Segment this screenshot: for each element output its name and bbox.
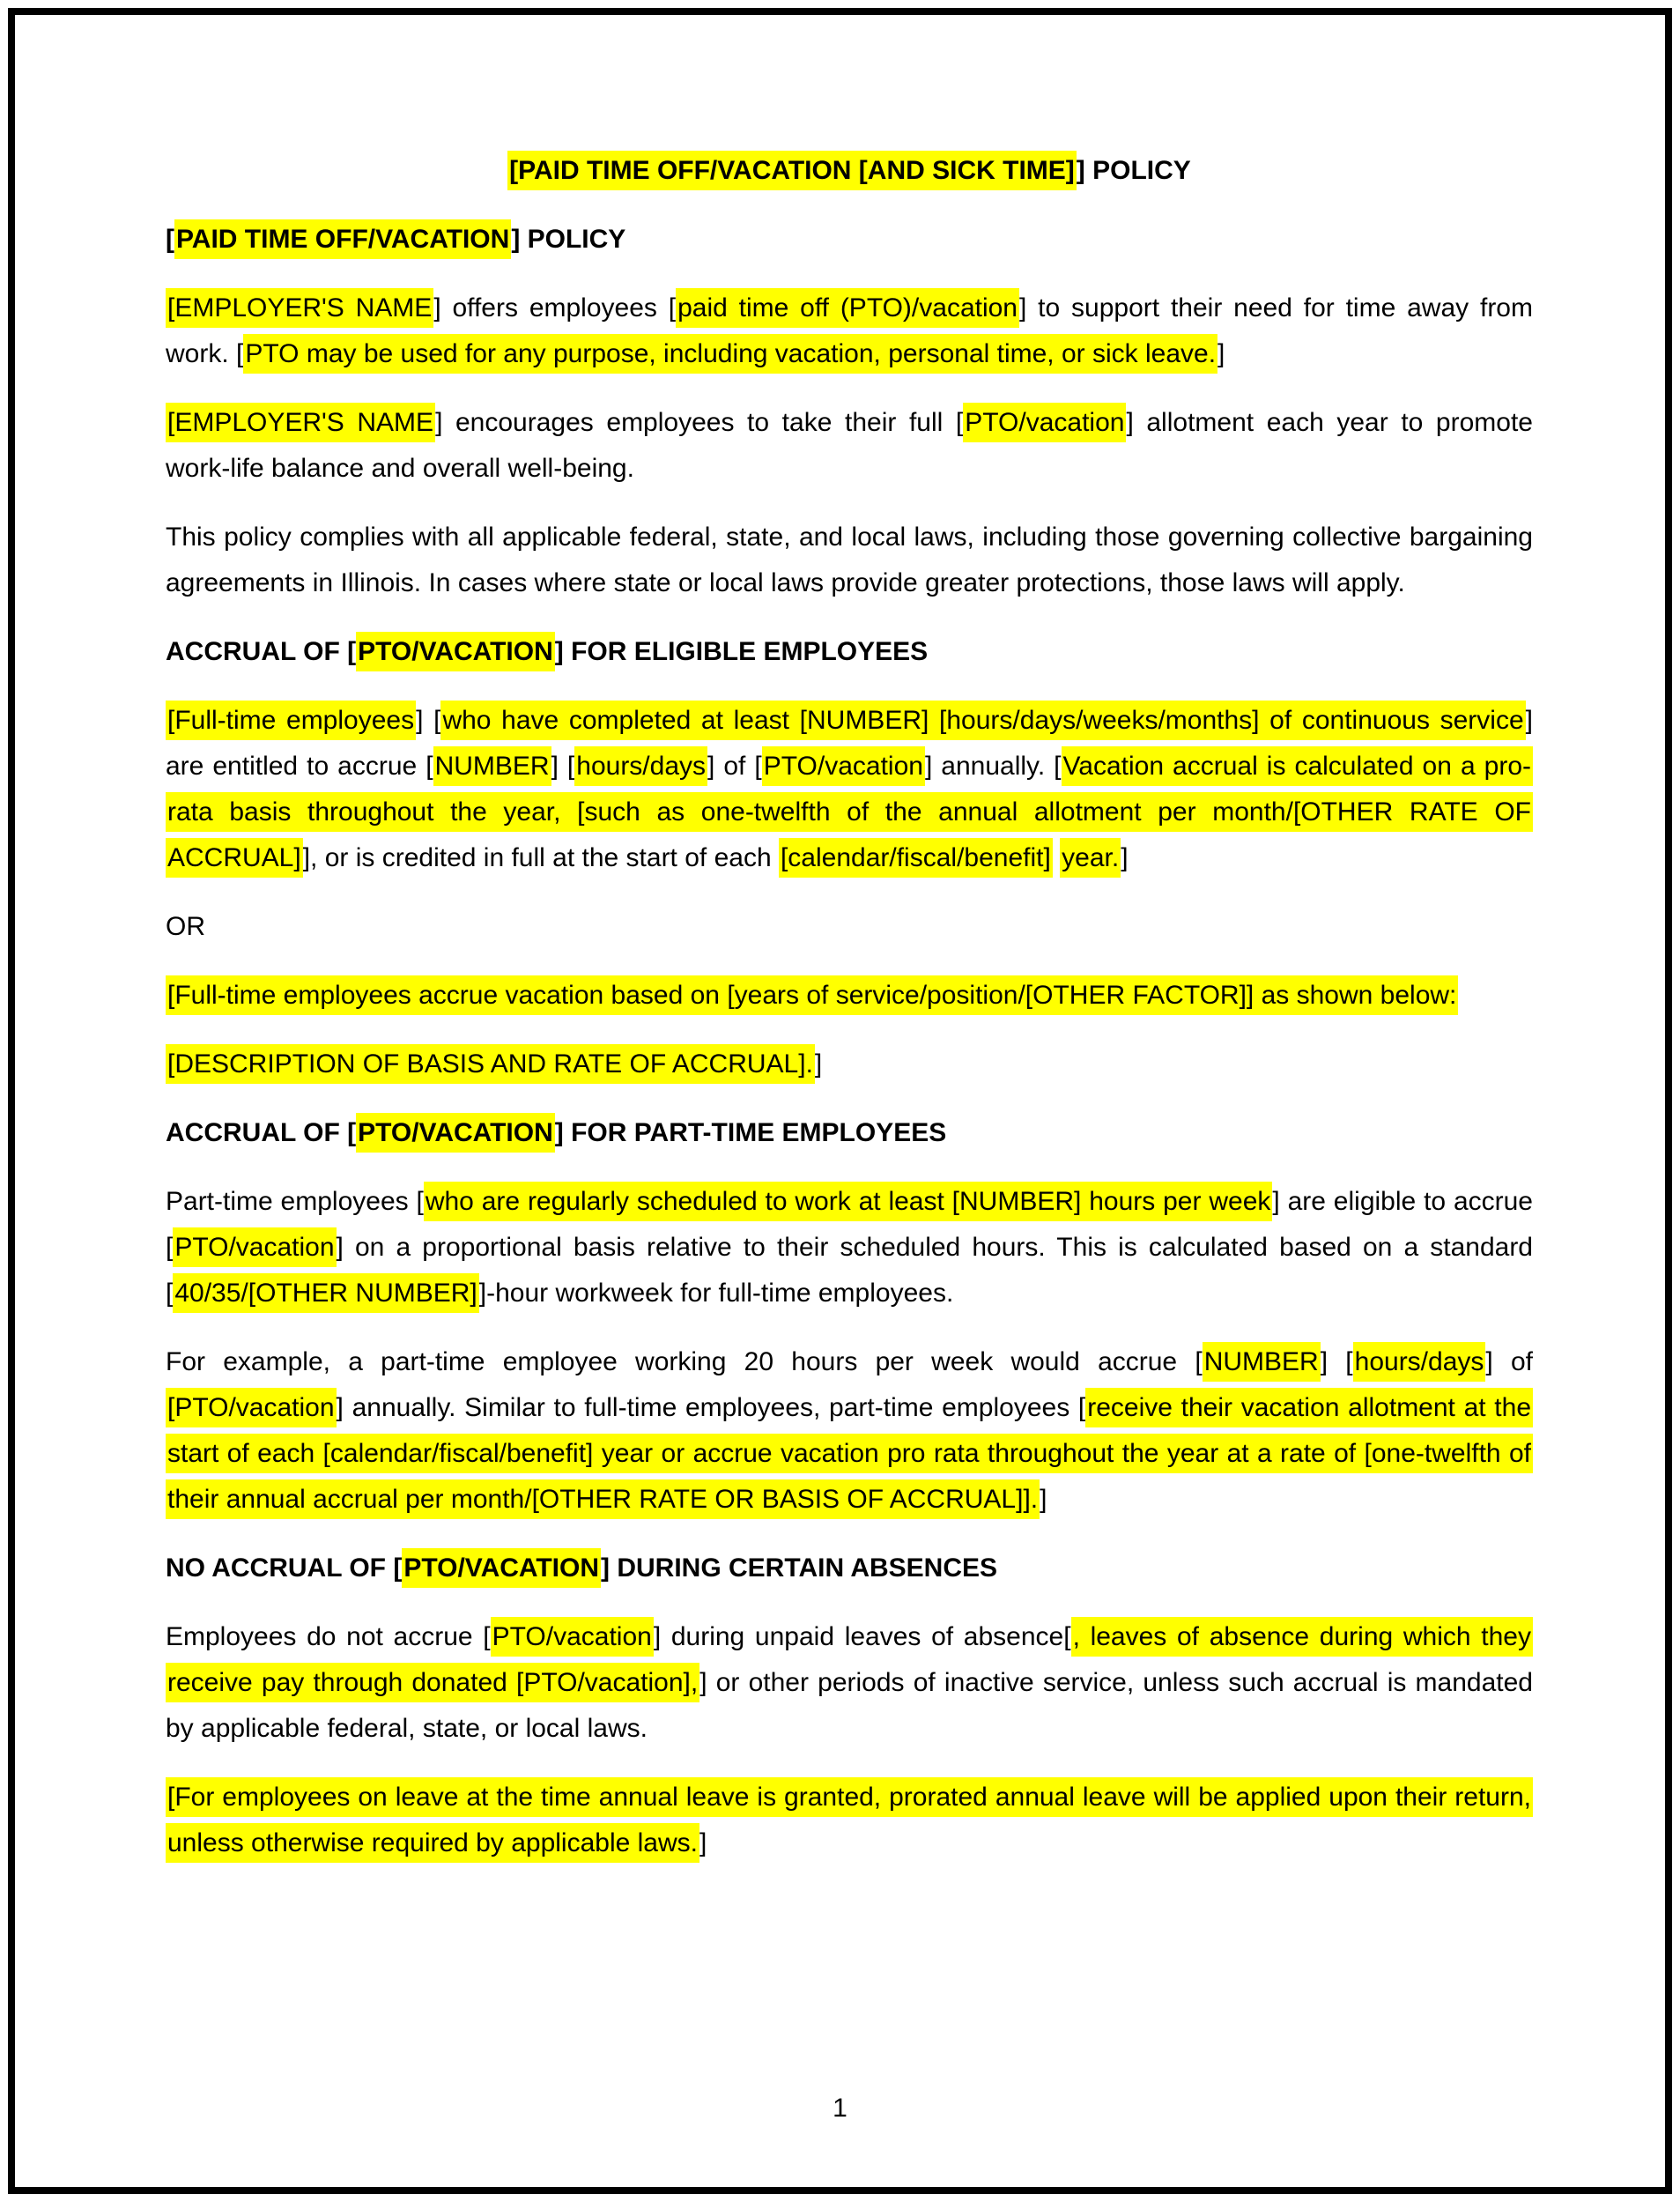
highlighted-text: [PTO/vacation <box>166 1388 337 1427</box>
accrual-parttime-heading <box>166 1110 1533 1156</box>
highlighted-text: [EMPLOYER'S NAME <box>166 288 433 328</box>
highlighted-text: [EMPLOYER'S NAME <box>166 403 435 442</box>
highlighted-text: year. <box>1060 838 1121 878</box>
highlighted-text: PAID TIME OFF/VACATION <box>174 219 511 259</box>
no-accrual-heading <box>166 1546 1533 1591</box>
intro-paragraph <box>166 285 1533 377</box>
text-segment: ] POLICY <box>1076 156 1191 185</box>
text-segment: ] offers employees [ <box>433 293 677 323</box>
text-segment: ] <box>1040 1485 1047 1514</box>
text-segment: ] <box>814 1049 823 1079</box>
highlighted-text: NUMBER <box>1203 1342 1321 1382</box>
page-number: 1 <box>833 2094 847 2123</box>
text-segment: ] <box>1121 843 1129 872</box>
highlighted-text: PTO/vacation <box>963 403 1126 442</box>
text-segment: [ <box>166 225 174 254</box>
text-segment: ] [ <box>551 752 575 781</box>
accrual-eligible-heading <box>166 629 1533 675</box>
no-accrual-paragraph <box>166 1614 1533 1752</box>
text-segment: ] <box>699 1828 707 1857</box>
text-segment: OR <box>166 912 205 941</box>
text-segment: ] during unpaid leaves of absence[ <box>653 1622 1071 1651</box>
highlighted-text: who have completed at least [NUMBER] [hours/days/weeks/months] of continuous service <box>440 701 1525 740</box>
compliance-paragraph <box>166 515 1533 606</box>
text-segment: ] <box>1217 339 1225 368</box>
highlighted-text: [Full-time employees <box>166 701 416 740</box>
or-separator <box>166 904 1533 950</box>
document-content <box>166 148 1533 1889</box>
highlighted-text: 40/35/[OTHER NUMBER] <box>173 1273 478 1313</box>
text-segment: ]-hour workweek for full-time employees. <box>478 1279 954 1308</box>
text-segment: ] encourages employees to take their full [ <box>435 408 964 437</box>
highlighted-text: PTO/vacation <box>491 1617 654 1657</box>
text-segment: ] [ <box>1320 1347 1353 1376</box>
text-segment: ] on a proportional basis relative to their scheduled hours. This is calculated based on a standard [ <box>166 1233 1533 1308</box>
highlighted-text: Vacation accrual is calculated on a pro-rata basis throughout the year, [such as one-twelfth of the annual allotment per month/[OTHER RATE OF ACCRUAL] <box>166 746 1533 878</box>
text-segment: This policy complies with all applicable federal, state, and local laws, including those governing collective bargaining agreements in Illinois. In cases where state or local laws provide greater protections, those laws will apply. <box>166 523 1533 597</box>
parttime-accrual-paragraph <box>166 1179 1533 1316</box>
highlighted-text: hours/days <box>574 746 707 786</box>
highlighted-text: [DESCRIPTION OF BASIS AND RATE OF ACCRUAL]. <box>166 1044 815 1084</box>
leave-proration-paragraph <box>166 1775 1533 1866</box>
text-segment: NO ACCRUAL OF [ <box>166 1553 403 1583</box>
highlighted-text: [PAID TIME OFF/VACATION [AND SICK TIME] <box>507 151 1077 190</box>
policy-subtitle-heading <box>166 217 1533 263</box>
text-segment: ] DURING CERTAIN ABSENCES <box>601 1553 998 1583</box>
fulltime-accrual-paragraph <box>166 698 1533 881</box>
text-segment: ], or is credited in full at the start of each <box>302 843 779 872</box>
highlighted-text: [For employees on leave at the time annual leave is granted, prorated annual leave will be applied upon their return, unless otherwise required by applicable laws. <box>166 1777 1533 1863</box>
highlighted-text: PTO/VACATION <box>356 1113 555 1153</box>
highlighted-text: PTO may be used for any purpose, including vacation, personal time, or sick leave. <box>243 334 1217 374</box>
encouragement-paragraph <box>166 400 1533 492</box>
text-segment: ACCRUAL OF [ <box>166 1118 357 1147</box>
text-segment: ] FOR ELIGIBLE EMPLOYEES <box>554 637 929 666</box>
text-segment: For example, a part-time employee working 20 hours per week would accrue [ <box>166 1347 1203 1376</box>
policy-title <box>166 148 1533 194</box>
highlighted-text: PTO/vacation <box>173 1227 336 1267</box>
text-segment: ] annually. [ <box>924 752 1062 781</box>
highlighted-text: hours/days <box>1353 1342 1486 1382</box>
text-segment: ] allotment each year to promote work-life balance and overall well-being. <box>166 408 1533 483</box>
text-segment: ] FOR PART-TIME EMPLOYEES <box>554 1118 947 1147</box>
parttime-example-paragraph <box>166 1339 1533 1523</box>
highlighted-text: PTO/vacation <box>762 746 925 786</box>
highlighted-text: who are regularly scheduled to work at least [NUMBER] hours per week <box>424 1182 1273 1221</box>
accrual-basis-placeholder <box>166 1042 1533 1087</box>
highlighted-text: receive their vacation allotment at the start of each [calendar/fiscal/benefit] year or accrue vacation pro rata throughout the year at a rate of [one-twelfth of their annual accrual per month/[OTHER RATE OR BASIS OF ACCRUAL]]. <box>166 1388 1533 1519</box>
text-segment: ] or other periods of inactive service, unless such accrual is mandated by applicable federal, state, or local laws. <box>166 1668 1533 1743</box>
text-segment: ] annually. Similar to full-time employees, part-time employees [ <box>336 1393 1086 1422</box>
text-segment: ] of [ <box>707 752 762 781</box>
text-segment: ] [ <box>416 706 441 735</box>
fulltime-alternative-paragraph <box>166 973 1533 1019</box>
highlighted-text: [Full-time employees accrue vacation based on [years of service/position/[OTHER FACTOR]] as shown below: <box>166 975 1458 1015</box>
highlighted-text: PTO/VACATION <box>402 1548 601 1588</box>
text-segment <box>1053 843 1060 872</box>
text-segment: ] POLICY <box>511 225 626 254</box>
highlighted-text: [calendar/fiscal/benefit] <box>779 838 1053 878</box>
text-segment: Part-time employees [ <box>166 1187 424 1216</box>
highlighted-text: PTO/VACATION <box>356 632 555 671</box>
highlighted-text: NUMBER <box>433 746 551 786</box>
highlighted-text: paid time off (PTO)/vacation <box>676 288 1019 328</box>
text-segment: ] are eligible to accrue [ <box>166 1187 1533 1262</box>
text-segment: Employees do not accrue [ <box>166 1622 491 1651</box>
text-segment: ] of <box>1485 1347 1533 1376</box>
highlighted-text: , leaves of absence during which they receive pay through donated [PTO/vacation], <box>166 1617 1533 1702</box>
text-segment: ] to support their need for time away from work. [ <box>166 293 1533 368</box>
text-segment: ] are entitled to accrue [ <box>166 706 1533 781</box>
text-segment: ACCRUAL OF [ <box>166 637 357 666</box>
